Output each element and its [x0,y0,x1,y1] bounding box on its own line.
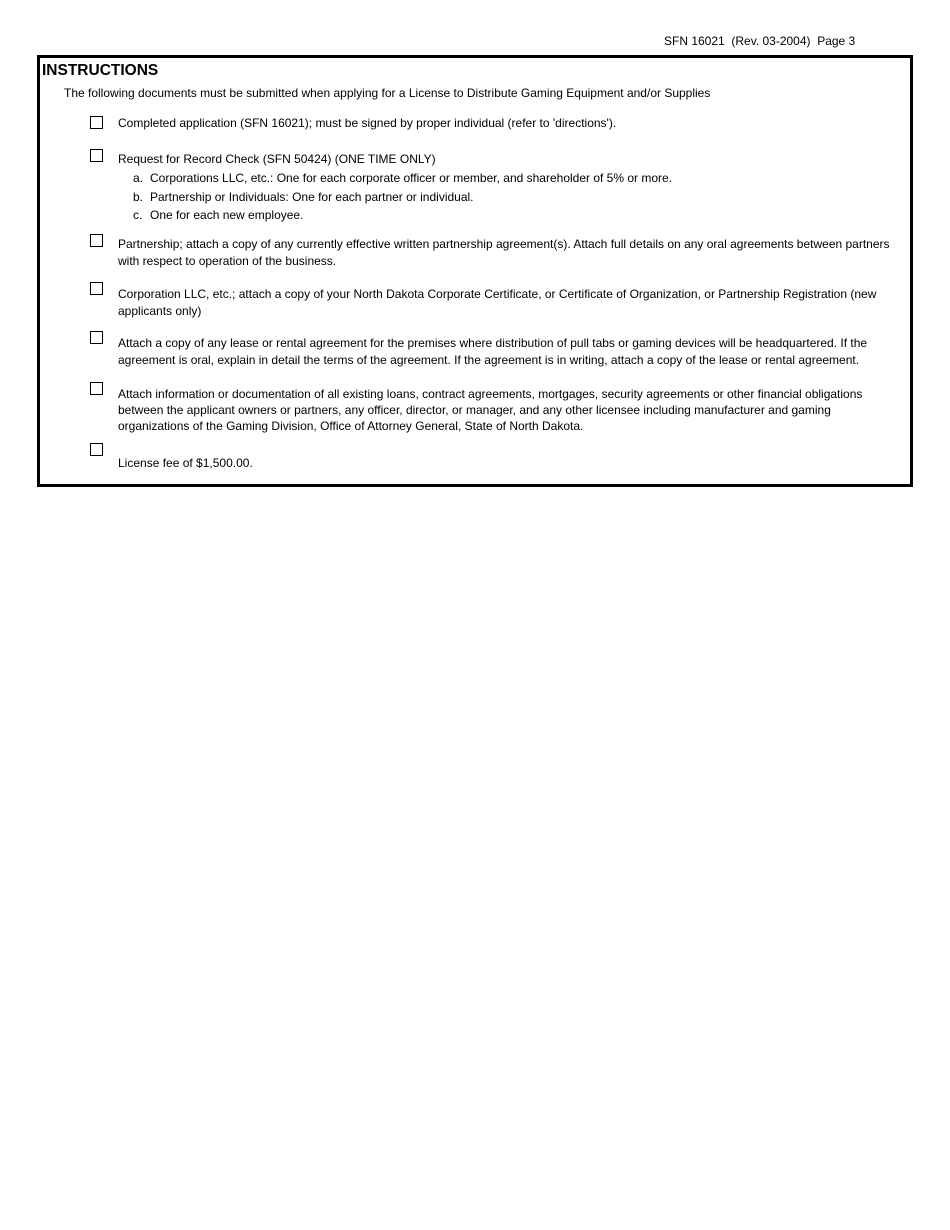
item-text-partnership: Partnership; attach a copy of any currently effective written partnership agreement(s). Attach full details on any oral agreements between partners with respect to operation of the business. [118,237,890,268]
item-text-corporation: Corporation LLC, etc.; attach a copy of your North Dakota Corporate Certificate, or Certificate of Organization, or Partnership Registration (new applicants only) [118,287,877,318]
sub-item-partnership: b. Partnership or Individuals: One for each partner or individual. [133,189,474,204]
item-text-lease: Attach a copy of any lease or rental agreement for the premises where distribution of pull tabs or gaming devices will be headquartered. If the agreement is oral, explain in detail the terms of the agreement. If the agreement is in writing, attach a copy of the lease or rental agreement. [118,336,868,367]
item-text-record-check: Request for Record Check (SFN 50424) (ONE TIME ONLY) [118,152,436,166]
checkbox-lease[interactable] [90,331,103,344]
item-text-financial-obligations: Attach information or documentation of all existing loans, contract agreements, mortgages, security agreements or other financial obligations between the applicant owners or partners, any officer, director, or manager, and any other licensee including manufacturer and gaming organizations of the Gaming Division, Office of Attorney General, State of North Dakota. [118,387,863,433]
checkbox-record-check[interactable] [90,149,103,162]
form-id-header: SFN 16021 (Rev. 03-2004) Page 3 [664,34,856,48]
record-check-sub-list [133,169,902,225]
checkbox-license-fee[interactable] [90,443,103,456]
item-text-application: Completed application (SFN 16021); must be signed by proper individual (refer to 'directions'). [118,116,617,130]
checkbox-corporation[interactable] [90,282,103,295]
item-text-license-fee: License fee of $1,500.00. [118,456,253,470]
checkbox-application[interactable] [90,116,103,129]
item-record-check-block [118,151,902,225]
sub-item-corporations: a. Corporations LLC, etc.: One for each corporate officer or member, and shareholder of 5% or more. [133,171,673,185]
instructions-box [37,55,913,487]
instructions-title: INSTRUCTIONS [42,62,159,79]
instructions-intro: The following documents must be submitted when applying for a License to Distribute Gaming Equipment and/or Supplies [64,86,711,100]
checkbox-financial-obligations[interactable] [90,382,103,395]
checkbox-partnership[interactable] [90,234,103,247]
sub-item-new-employee: c. One for each new employee. [133,208,304,222]
